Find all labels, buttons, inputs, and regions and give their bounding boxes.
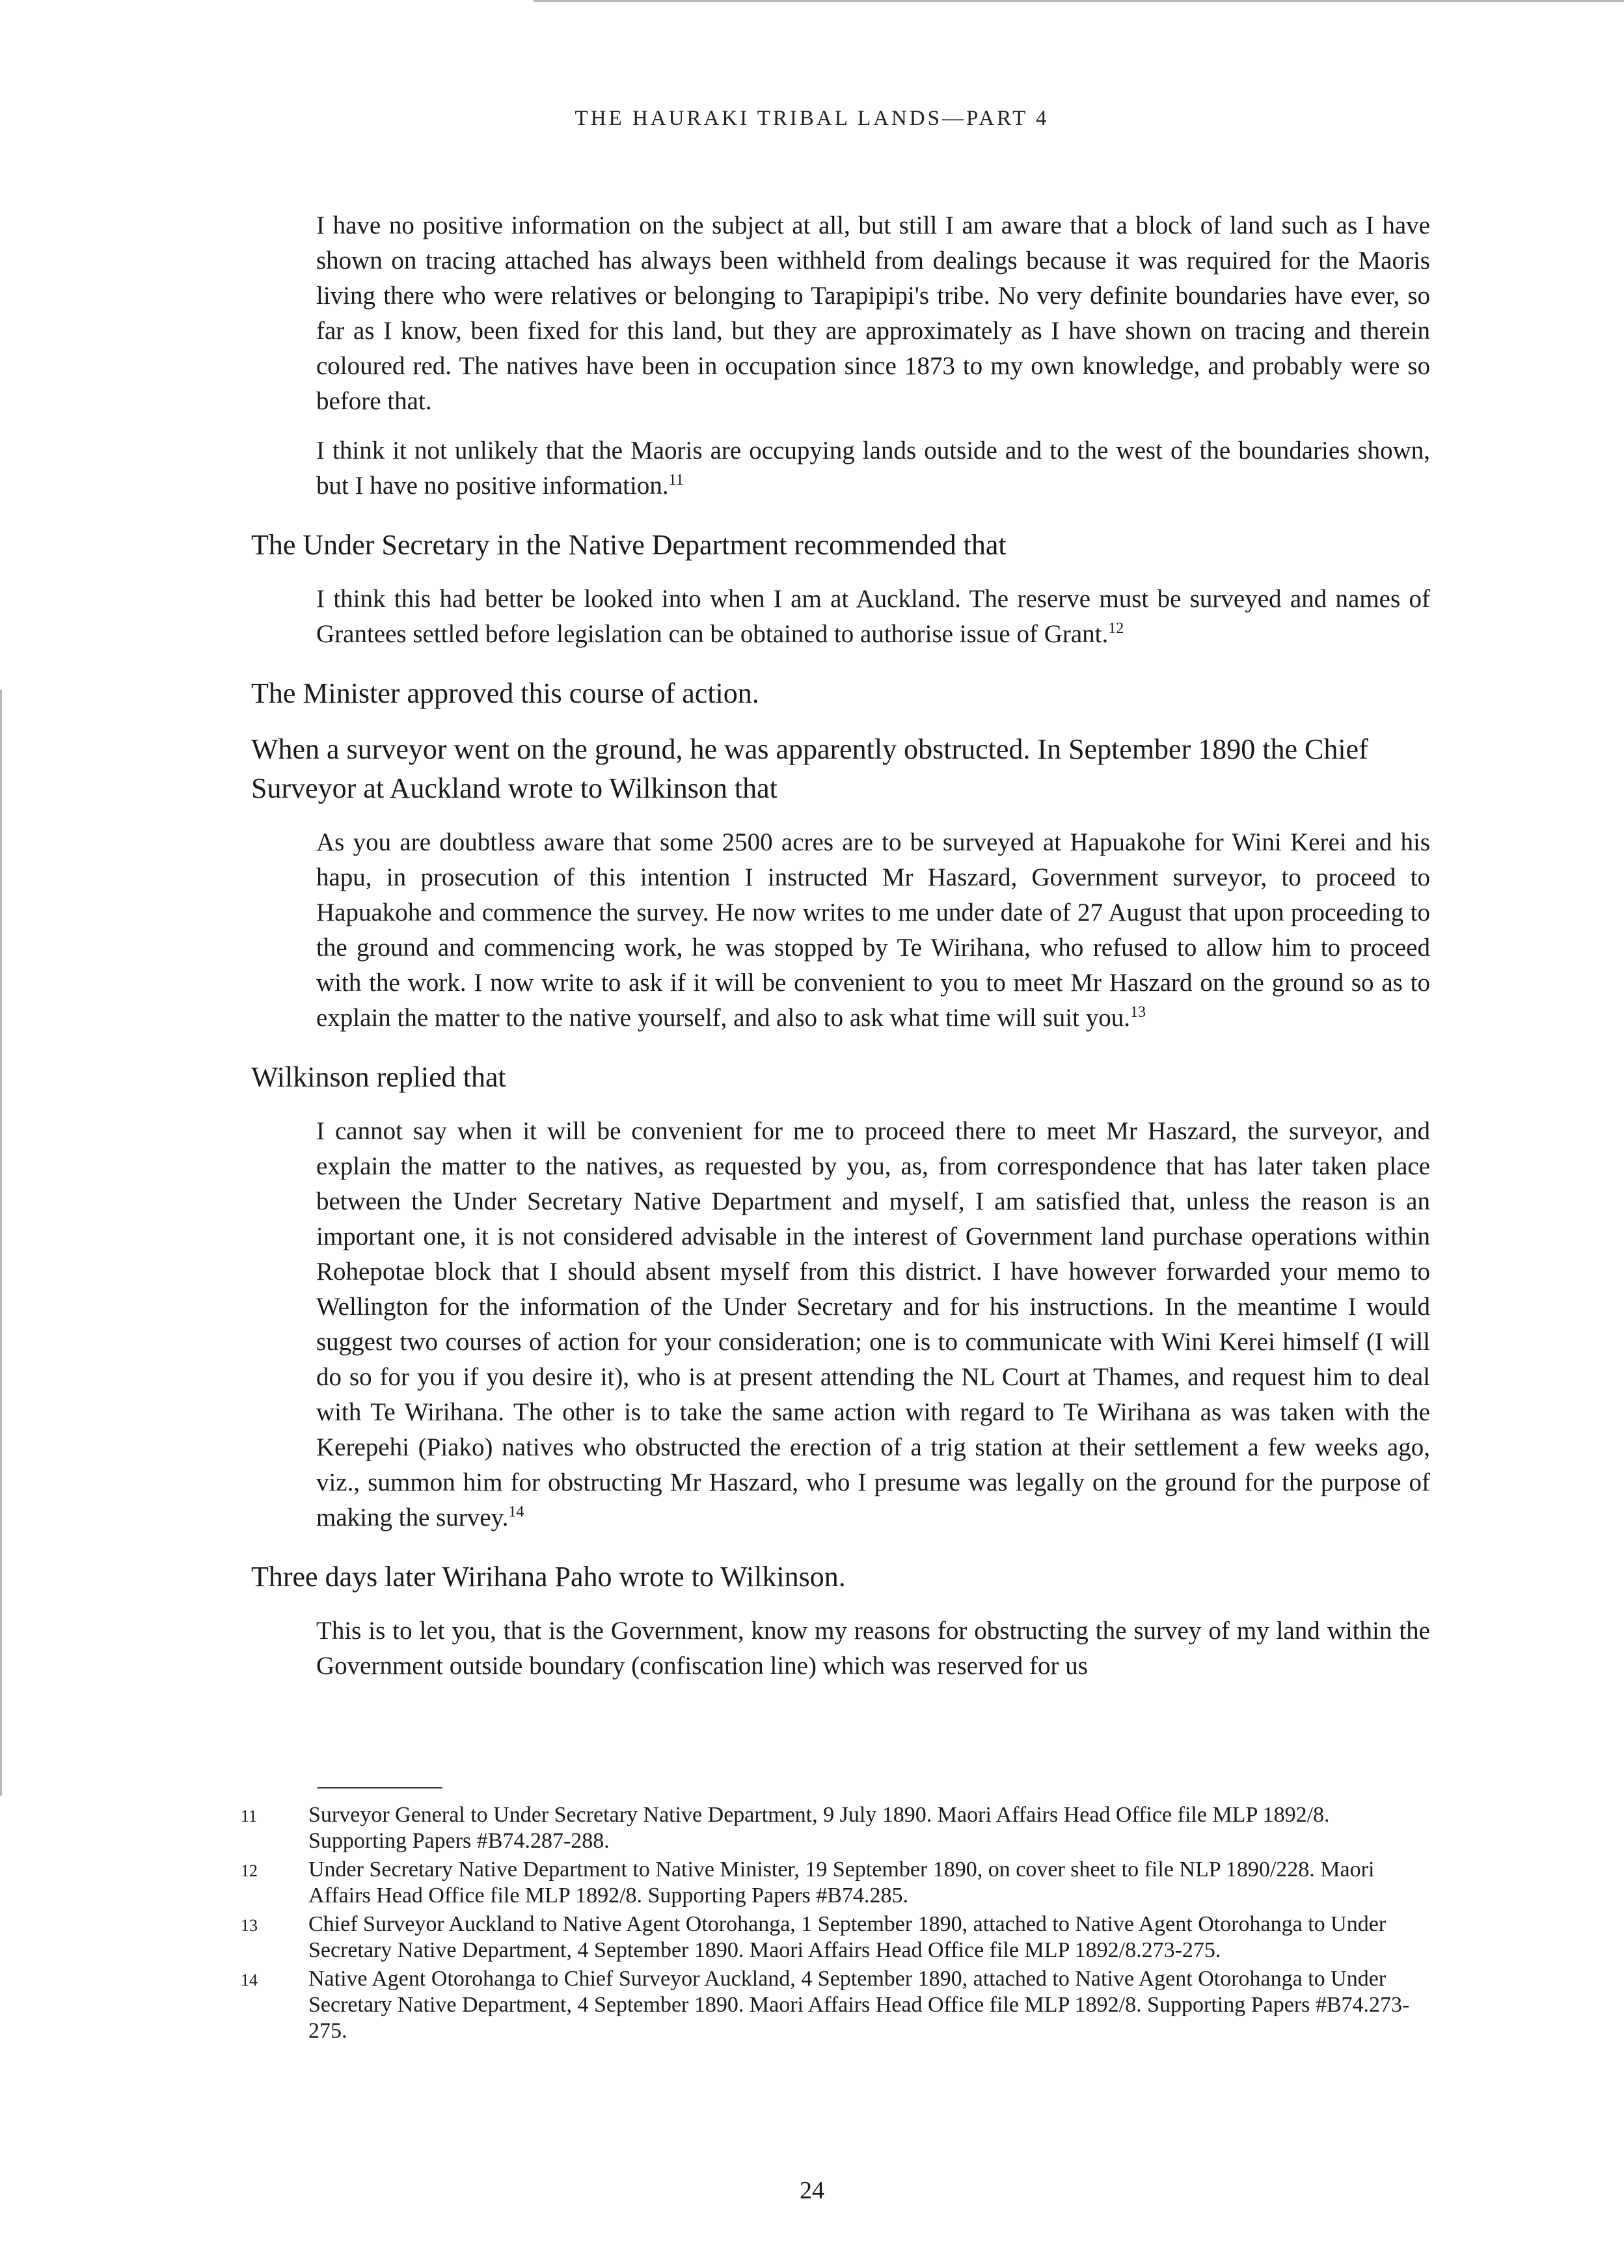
paragraph: The Under Secretary in the Native Department recommended that <box>251 529 1007 561</box>
scan-edge-left <box>0 690 2 1796</box>
footnote-text: Native Agent Otorohanga to Chief Surveyor Auckland, 4 September 1890, attached to Native Agent Otorohanga to Under Secretary Native Department, 4 September 1890. Maori Affairs Head Office file MLP 1892/8. Supporting Papers #B74.273-275. <box>308 1967 1410 2043</box>
paragraph: The Minister approved this course of action. <box>251 677 759 709</box>
footnote-number: 13 <box>241 1916 258 1935</box>
quote-paragraph: I think this had better be looked into when I am at Auckland. The reserve must be surveyed and names of Grantees settled before legislation can be obtained to authorise issue of Grant.$^{12}$ <box>316 585 1430 648</box>
page-number: 24 <box>800 2177 824 2204</box>
scan-edge-top <box>534 0 1624 2</box>
footnote <box>241 1911 1431 1964</box>
footnote-ref[interactable]: 14 <box>508 1504 524 1520</box>
running-head: THE HAURAKI TRIBAL LANDS—PART 4 <box>575 107 1049 130</box>
quote-paragraph: This is to let you, that is the Government, know my reasons for obstructing the survey of my land within the Government outside boundary (confiscation line) which was reserved for us <box>316 1617 1430 1680</box>
footnote-ref[interactable]: 11 <box>668 472 684 489</box>
paragraph: When a surveyor went on the ground, he was apparently obstructed. In September 1890 the Chief Surveyor at Auckland wrote to Wilkinson that <box>251 733 1368 804</box>
footnote-number: 11 <box>241 1807 258 1826</box>
quote-paragraph: As you are doubtless aware that some 2500 acres are to be surveyed at Hapuakohe for Wini Kerei and his hapu, in prosecution of this intention I instructed Mr Haszard, Government surveyor, to proceed to Hapuakohe and commence the survey. He now writes to me under date of 27 August that upon proceeding to the ground and commencing work, he was stopped by Te Wirihana, who refused to allow him to proceed with the work. I now write to ask if it will be convenient to you to meet Mr Haszard on the ground so as to explain the matter to the native yourself, and also to ask what time will suit you.$^{13}$ <box>316 828 1430 1032</box>
quote-paragraph: I have no positive information on the subject at all, but still I am aware that a block of land such as I have shown on tracing attached has always been withheld from dealings because it was required for the Maoris living there who were relatives or belonging to Tarapipipi's tribe. No very definite boundaries have ever, so far as I know, been fixed for this land, but they are approximately as I have shown on tracing and therein coloured red. The natives have been in occupation since 1873 to my own knowledge, and probably were so before that. <box>316 211 1430 415</box>
footnote-text: Chief Surveyor Auckland to Native Agent Otorohanga, 1 September 1890, attached to Native Agent Otorohanga to Under Secretary Native Department, 4 September 1890. Maori Affairs Head Office file MLP 1892/8.273-275. <box>308 1912 1387 1962</box>
footnote-ref[interactable]: 13 <box>1130 1004 1146 1021</box>
block-quote <box>316 825 1430 1036</box>
footnote-rule <box>318 1787 442 1789</box>
block-quote <box>316 582 1430 652</box>
footnote <box>241 1966 1431 2044</box>
paragraph: Three days later Wirihana Paho wrote to Wilkinson. <box>251 1561 846 1593</box>
block-quote <box>316 208 1430 504</box>
footnote <box>241 1857 1431 1909</box>
footnote-text: Under Secretary Native Department to Native Minister, 19 September 1890, on cover sheet to file NLP 1890/228. Maori Affairs Head Office file MLP 1892/8. Supporting Papers #B74.285. <box>308 1857 1375 1908</box>
footnote <box>241 1802 1431 1854</box>
quote-paragraph: I cannot say when it will be convenient for me to proceed there to meet Mr Haszard, the surveyor, and explain the matter to the natives, as requested by you, as, from correspondence that has later taken place between the Under Secretary Native Department and myself, I am satisfied that, unless the reason is an important one, it is not considered advisable in the interest of Government land purchase operations within Rohepotae block that I should absent myself from this district. I have however forwarded your memo to Wellington for the information of the Under Secretary and for his instructions. In the meantime I would suggest two courses of action for your consideration; one is to communicate with Wini Kerei himself (I will do so for you if you desire it), who is at present attending the NL Court at Thames, and request him to deal with Te Wirihana. The other is to take the same action with regard to Te Wirihana as was taken with the Kerepehi (Piako) natives who obstructed the erection of a trig station at their settlement a few weeks ago, viz., summon him for obstructing Mr Haszard, who I presume was legally on the ground for the purpose of making the survey.$^{14}$ <box>316 1117 1430 1532</box>
body-text <box>251 208 1430 1698</box>
quote-paragraph: I think it not unlikely that the Maoris are occupying lands outside and to the west of the boundaries shown, but I have no positive information.$^{11}$ <box>316 437 1430 500</box>
block-quote <box>316 1613 1430 1684</box>
block-quote <box>316 1114 1430 1535</box>
paragraph: Wilkinson replied that <box>251 1061 506 1093</box>
footnote-number: 12 <box>241 1861 258 1880</box>
footnote-number: 14 <box>241 1971 258 1990</box>
footnotes <box>241 1802 1431 2047</box>
footnote-text: Surveyor General to Under Secretary Native Department, 9 July 1890. Maori Affairs Head Office file MLP 1892/8. Supporting Papers #B74.287-288. <box>308 1803 1330 1853</box>
footnote-ref[interactable]: 12 <box>1108 620 1124 637</box>
